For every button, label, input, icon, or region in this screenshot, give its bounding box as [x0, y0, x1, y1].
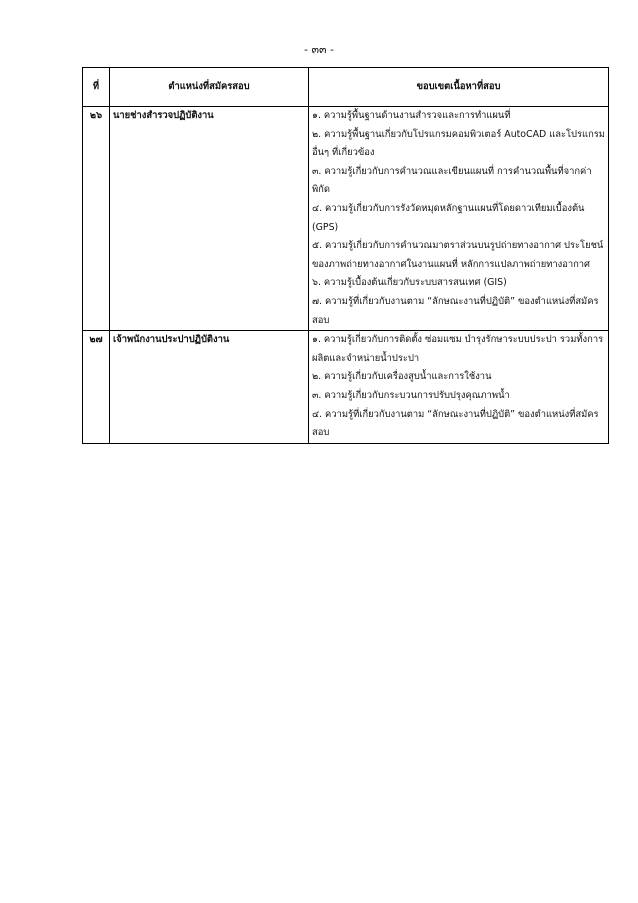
exam-scope-table [82, 67, 609, 444]
scope-item: ๒. ความรู้พื้นฐานเกี่ยวกับโปรแกรมคอมพิวเตอร์ AutoCAD และโปรแกรมอื่นๆ ที่เกี่ยวข้อง [312, 128, 605, 159]
scope-item: ๕. ความรู้เกี่ยวกับการคำนวณมาตราส่วนบนรูปถ่ายทางอากาศ ประโยชน์ของภาพถ่ายทางอากาศในงานแผนที่ หลักการแปลภาพถ่ายทางอากาศ [312, 240, 604, 270]
page-number: - ๓๓ - [304, 43, 334, 56]
scope-item: ๔. ความรู้เกี่ยวกับการรังวัดหมุดหลักฐานแผนที่โดยดาวเทียมเบื้องต้น (GPS) [312, 202, 585, 233]
header-scope: ขอบเขตเนื้อหาที่สอบ [309, 68, 609, 107]
scope-item: ๒. ความรู้เกี่ยวกับเครื่องสูบน้ำและการใช้งาน [312, 371, 492, 383]
scope-item: ๓. ความรู้เกี่ยวกับการคำนวณและเขียนแผนที่ การคำนวณพื้นที่จากค่าพิกัด [312, 165, 592, 196]
table-header-row [83, 68, 609, 107]
table-row [83, 331, 609, 444]
row-number: ๒๖ [83, 107, 110, 331]
header-position: ตำแหน่งที่สมัครสอบ [110, 68, 309, 107]
scope-item: ๓. ความรู้เกี่ยวกับกระบวนการปรับปรุงคุณภาพน้ำ [312, 389, 510, 401]
table-row [83, 107, 609, 331]
scope-item: ๖. ความรู้เบื้องต้นเกี่ยวกับระบบสารสนเทศ (GIS) [312, 277, 507, 289]
scope-cell [309, 107, 609, 331]
position-name: เจ้าพนักงานประปาปฏิบัติงาน [110, 331, 309, 444]
scope-item: ๑. ความรู้พื้นฐานด้านงานสำรวจและการทำแผนที่ [312, 110, 511, 121]
row-number: ๒๗ [83, 331, 110, 444]
scope-cell [309, 331, 609, 444]
scope-item: ๔. ความรู้ที่เกี่ยวกับงานตาม “ลักษณะงานที่ปฏิบัติ” ของตำแหน่งที่สมัครสอบ [312, 408, 599, 439]
scope-item: ๑. ความรู้เกี่ยวกับการติดตั้ง ซ่อมแซม บำรุงรักษาระบบประปา รวมทั้งการผลิตและจำหน่ายน้ำประปา [312, 334, 604, 364]
header-no: ที่ [83, 68, 110, 107]
scope-item: ๗. ความรู้ที่เกี่ยวกับงานตาม “ลักษณะงานที่ปฏิบัติ” ของตำแหน่งที่สมัครสอบ [312, 295, 599, 326]
position-name: นายช่างสำรวจปฏิบัติงาน [110, 107, 309, 331]
